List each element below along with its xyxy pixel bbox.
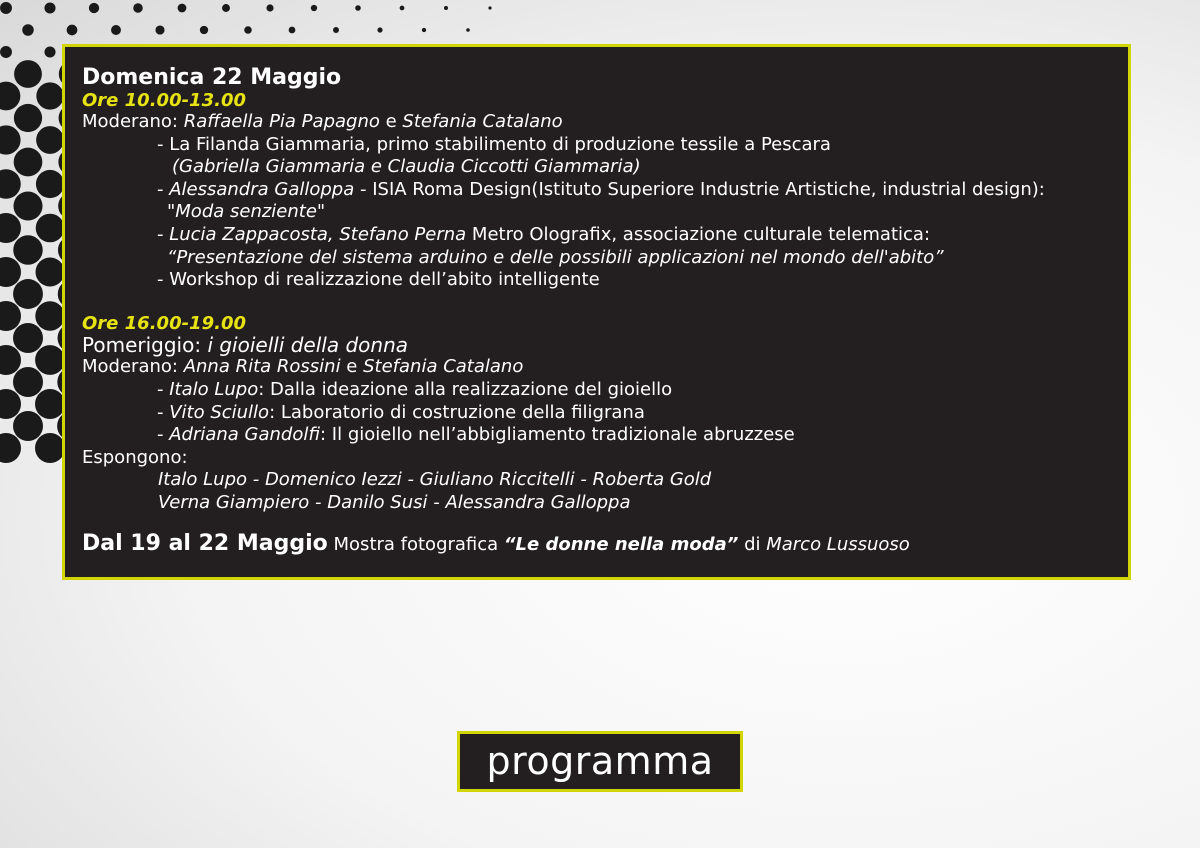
halftone-dot (0, 46, 12, 58)
morning-item-olografix: - Lucia Zappacosta, Stefano Perna Metro Olografix, associazione culturale telematica: (157, 223, 931, 245)
exhibition-dates: Dal 19 al 22 Maggio (82, 530, 328, 556)
halftone-dot (13, 279, 43, 309)
halftone-dot (35, 345, 65, 375)
halftone-dot (466, 28, 470, 32)
halftone-dot (200, 26, 208, 34)
halftone-dot (333, 27, 339, 33)
halftone-dot (44, 46, 55, 57)
halftone-dot (13, 323, 43, 353)
program-panel (62, 44, 1131, 580)
halftone-dot (13, 191, 42, 220)
halftone-dot (488, 6, 491, 9)
exhibitors-line-2: Verna Giampiero - Danilo Susi - Alessandra Galloppa (158, 491, 631, 513)
halftone-dot (155, 25, 164, 34)
afternoon-item-lupo: - Italo Lupo: Dalla ideazione alla realizzazione del gioiello (157, 378, 673, 400)
halftone-dot (0, 2, 12, 14)
morning-item-galloppa: - Alessandra Galloppa - ISIA Roma Design(Istituto Superiore Industrie Artistiche, industrial design): (157, 178, 1045, 200)
halftone-dot (266, 4, 273, 11)
halftone-dot (13, 235, 42, 264)
afternoon-theme: Pomeriggio: i gioielli della donna (82, 332, 408, 357)
exhibition-line: Dal 19 al 22 Maggio Mostra fotografica “Le donne nella moda” di Marco Lussuoso (82, 530, 910, 556)
halftone-dot (22, 24, 33, 35)
halftone-dot (14, 60, 42, 88)
afternoon-time: Ore 16.00-19.00 (82, 312, 246, 334)
halftone-dot (0, 125, 21, 154)
exhibition-author: Marco Lussuoso (766, 533, 910, 555)
halftone-dot (111, 25, 121, 35)
halftone-dot (377, 27, 382, 32)
halftone-dot (222, 4, 230, 12)
halftone-dot (355, 5, 361, 11)
halftone-dot (36, 258, 65, 287)
halftone-dot (400, 6, 405, 11)
halftone-dot (0, 301, 21, 331)
halftone-dot (133, 3, 143, 13)
halftone-dot (35, 389, 65, 419)
morning-item-galloppa-title: "Moda senziente" (167, 201, 326, 223)
afternoon-item-sciullo: - Vito Sciullo: Laboratorio di costruzione della filigrana (157, 401, 645, 423)
afternoon-moderators: Moderano: Anna Rita Rossini e Stefania Catalano (82, 356, 524, 378)
halftone-dot (14, 148, 43, 177)
halftone-dot (444, 6, 448, 10)
halftone-dot (13, 367, 43, 397)
morning-item-filanda-speakers: (Gabriella Giammaria e Claudia Ciccotti Giammaria) (172, 156, 641, 178)
halftone-dot (35, 301, 64, 330)
halftone-dot (0, 213, 21, 243)
halftone-dot (311, 5, 317, 11)
halftone-dot (0, 257, 21, 287)
morning-item-olografix-title: “Presentazione del sistema arduino e delle possibili applicazioni nel mondo dell'abito” (167, 246, 944, 268)
halftone-dot (244, 26, 252, 34)
halftone-dot (0, 433, 21, 463)
halftone-dot (44, 2, 55, 13)
morning-moderators: Moderano: Raffaella Pia Papagno e Stefania Catalano (82, 111, 563, 132)
halftone-dot (36, 170, 64, 198)
halftone-dot (67, 25, 78, 36)
morning-item-filanda: - La Filanda Giammaria, primo stabilimento di produzione tessile a Pescara (157, 133, 831, 155)
halftone-dot (36, 82, 63, 109)
exhibitors-label: Espongono: (82, 446, 188, 468)
halftone-dot (89, 3, 99, 13)
halftone-dot (422, 28, 426, 32)
halftone-dot (14, 104, 42, 132)
day-title: Domenica 22 Maggio (82, 65, 342, 90)
halftone-dot (178, 4, 187, 13)
halftone-dot (35, 433, 65, 463)
halftone-dot (36, 126, 64, 154)
halftone-dot (13, 411, 43, 441)
exhibitors-line-1: Italo Lupo - Domenico Iezzi - Giuliano Riccitelli - Roberta Gold (158, 469, 712, 491)
programma-badge: programma (457, 731, 743, 792)
morning-item-workshop: - Workshop di realizzazione dell’abito intelligente (157, 269, 600, 291)
exhibition-title: “Le donne nella moda” (503, 533, 739, 555)
halftone-dot (0, 82, 20, 111)
halftone-dot (36, 214, 65, 243)
halftone-dot (289, 27, 296, 34)
halftone-dot (0, 389, 21, 419)
morning-time: Ore 10.00-13.00 (82, 90, 246, 111)
halftone-dot (0, 345, 21, 375)
halftone-dot (0, 169, 21, 199)
afternoon-item-gandolfi: - Adriana Gandolfi: Il gioiello nell’abbigliamento tradizionale abruzzese (157, 424, 795, 446)
